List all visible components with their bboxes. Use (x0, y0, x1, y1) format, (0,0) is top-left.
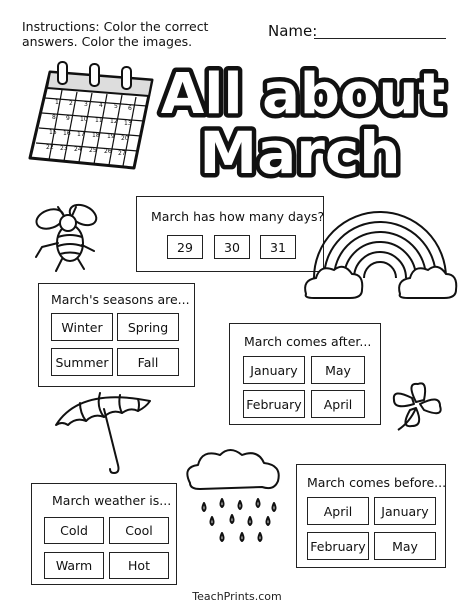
weather-prompt: March weather is... (52, 493, 172, 508)
rainbow-icon[interactable] (300, 198, 460, 308)
svg-text:26: 26 (104, 148, 112, 155)
svg-text:3: 3 (84, 101, 88, 108)
seasons-question-box (38, 283, 195, 387)
title-graphic (160, 58, 450, 187)
name-line[interactable] (314, 38, 446, 39)
calendar-icon[interactable] (22, 58, 157, 173)
seasons-option-spring[interactable]: Spring (117, 313, 179, 341)
svg-text:13: 13 (124, 120, 132, 127)
days-option-29[interactable]: 29 (167, 235, 203, 259)
svg-text:22: 22 (46, 144, 54, 151)
weather-option-cold[interactable]: Cold (44, 517, 104, 544)
seasons-option-winter[interactable]: Winter (51, 313, 113, 341)
days-prompt: March has how many days? (151, 209, 325, 224)
svg-text:9: 9 (66, 115, 70, 122)
svg-text:6: 6 (128, 105, 132, 112)
before-option-april[interactable]: April (307, 497, 369, 525)
svg-text:1: 1 (55, 99, 59, 106)
before-option-may[interactable]: May (374, 532, 436, 560)
instructions (22, 19, 252, 49)
seasons-option-fall[interactable]: Fall (117, 348, 179, 376)
after-option-may[interactable]: May (311, 356, 365, 384)
after-question-box (229, 323, 381, 425)
after-option-january[interactable]: January (243, 356, 305, 384)
weather-option-hot[interactable]: Hot (109, 552, 169, 579)
svg-text:8: 8 (52, 114, 56, 121)
weather-option-cool[interactable]: Cool (109, 517, 169, 544)
bee-icon[interactable] (28, 205, 108, 275)
svg-text:19: 19 (107, 133, 115, 140)
before-option-january[interactable]: January (374, 497, 436, 525)
svg-text:25: 25 (89, 147, 97, 154)
days-option-30[interactable]: 30 (214, 235, 250, 259)
svg-text:27: 27 (118, 150, 126, 157)
svg-text:10: 10 (80, 116, 88, 123)
title-line-2: March (199, 119, 401, 187)
svg-text:12: 12 (110, 118, 118, 125)
clover-icon[interactable] (388, 378, 448, 438)
svg-text:2: 2 (69, 100, 73, 107)
svg-text:23: 23 (60, 145, 68, 152)
before-option-february[interactable]: February (307, 532, 369, 560)
weather-option-warm[interactable]: Warm (44, 552, 104, 579)
days-question-box (136, 196, 324, 272)
umbrella-icon[interactable] (50, 385, 160, 480)
rain-cloud-icon[interactable] (182, 445, 292, 550)
svg-text:17: 17 (77, 131, 85, 138)
title-line-1: All about (160, 62, 446, 127)
instructions-line-1: Instructions: Color the correct (22, 19, 209, 34)
svg-text:16: 16 (63, 130, 71, 137)
footer-site: TeachPrints.com (192, 590, 282, 603)
weather-question-box (31, 483, 177, 585)
name-label: Name: (268, 22, 318, 40)
seasons-prompt: March's seasons are... (51, 292, 190, 307)
before-prompt: March comes before... (307, 475, 447, 490)
svg-text:24: 24 (74, 146, 82, 153)
svg-text:20: 20 (121, 135, 129, 142)
after-option-february[interactable]: February (243, 390, 305, 418)
after-prompt: March comes after... (244, 334, 372, 349)
seasons-option-summer[interactable]: Summer (51, 348, 113, 376)
after-option-april[interactable]: April (311, 390, 365, 418)
svg-text:5: 5 (114, 103, 118, 110)
days-option-31[interactable]: 31 (260, 235, 296, 259)
svg-text:4: 4 (99, 102, 103, 109)
svg-text:18: 18 (92, 132, 100, 139)
svg-text:11: 11 (95, 117, 103, 124)
before-question-box (296, 464, 446, 568)
svg-text:15: 15 (49, 129, 57, 136)
instructions-line-2: answers. Color the images. (22, 34, 193, 49)
